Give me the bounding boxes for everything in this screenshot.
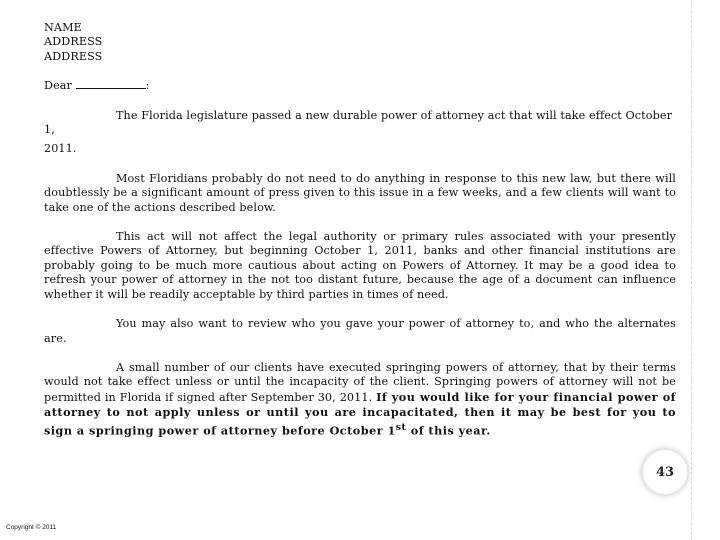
paragraph-5-bold-sup: st [395,421,407,433]
greeting-suffix: : [145,79,150,93]
paragraph-1-text: The Florida legislature passed a new durable power of attorney act that will take effect October 1, [44,108,673,137]
address-line-1: ADDRESS [44,35,103,49]
page-number: 43 [655,464,675,480]
paragraph-1-year: 2011. [44,142,77,156]
paragraph-2: Most Floridians probably do not need to do anything in response to this new law, but there will doubtlessly be a significant amount of press given to this issue in a few weeks, and a few clients will want to take one of the actions described below. [44,171,676,214]
paragraph-4: You may also want to review who you gave your power of attorney to, and who the alternates are. [44,317,676,345]
paragraph-3: This act will not affect the legal authority or primary rules associated with your presently effective Powers of Attorney, but beginning October 1, 2011, banks and other financial institutions are probably going to be much more cautious about acting on Powers of Attorney. It may be a good idea to refresh your power of attorney in the not too distant future, because the age of a document can influence whether it will be readily acceptable by third parties in times of need. [44,230,676,301]
paragraph-5-bold-a: If you would like for your financial power of attorney to not apply unless or until you are incapacitated, then it may be best for you to sign a springing power of attorney before October 1 [44,389,676,438]
page-number-badge [642,449,688,495]
address-name: NAME [44,21,82,34]
paragraph-5 [44,361,676,439]
address-line-2: ADDRESS [44,49,103,63]
copyright-footer: Copyright © 2011 [6,524,57,531]
page-edge-divider [690,0,692,540]
greeting [44,79,676,93]
paragraph-5-text: A small number of our clients have executed springing powers of attorney, that by their terms would not take effect unless or until the incapacity of the client. Springing powers of attorney will not be permitted in Florida if signed after September 30, 2011. [44,360,676,404]
paragraph-5-bold-b: of this year. [406,423,491,438]
letter-body [44,21,676,439]
address-block [44,21,676,64]
recipient-blank [76,79,146,89]
greeting-prefix: Dear [44,79,73,93]
paragraph-1 [44,109,676,138]
